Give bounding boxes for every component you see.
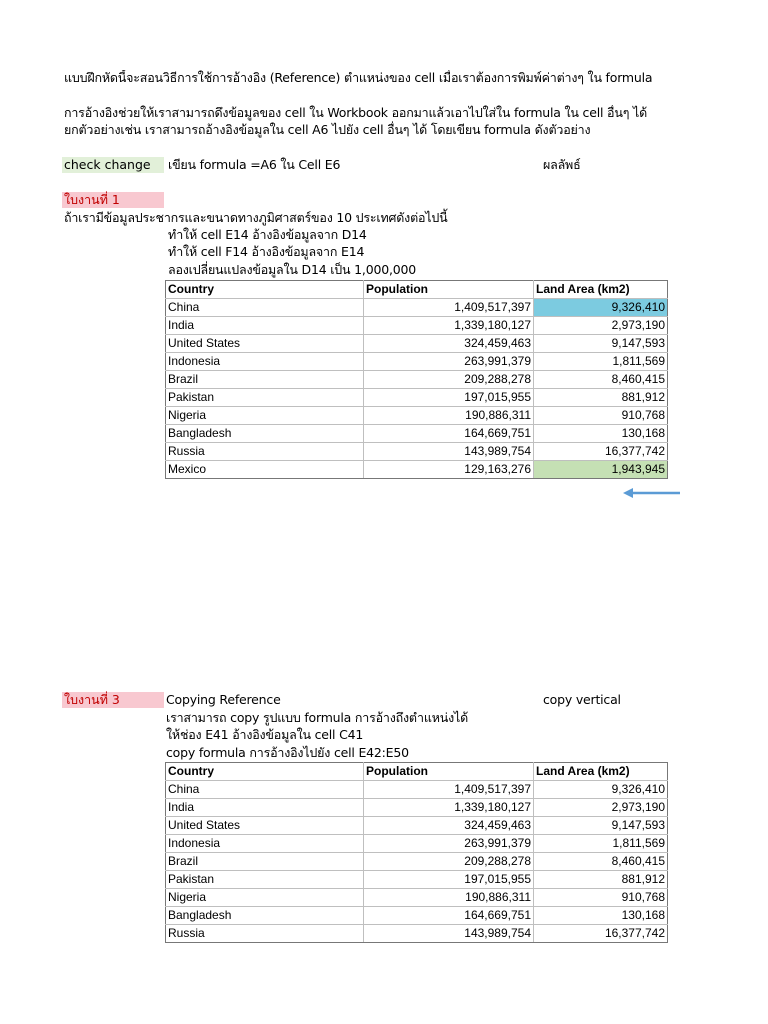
country-cell[interactable]: Brazil	[166, 371, 364, 389]
population-cell[interactable]: 143,989,754	[364, 925, 534, 943]
population-cell[interactable]: 129,163,276	[364, 461, 534, 479]
population-cell[interactable]: 1,339,180,127	[364, 317, 534, 335]
country-cell[interactable]: Russia	[166, 443, 364, 461]
population-cell[interactable]: 164,669,751	[364, 907, 534, 925]
table-row	[166, 871, 668, 889]
country-cell[interactable]: India	[166, 799, 364, 817]
land-area-cell[interactable]: 9,326,410	[534, 781, 668, 799]
table-row	[166, 907, 668, 925]
worksheet-1-step-2: ทำให้ cell F14 อ้างอิงข้อมูลจาก E14	[168, 244, 365, 259]
table-row	[166, 853, 668, 871]
population-cell[interactable]: 209,288,278	[364, 853, 534, 871]
population-cell[interactable]: 164,669,751	[364, 425, 534, 443]
table-header-row	[166, 281, 668, 299]
population-cell[interactable]: 263,991,379	[364, 353, 534, 371]
population-cell[interactable]: 1,409,517,397	[364, 299, 534, 317]
table-row	[166, 425, 668, 443]
country-cell[interactable]: Bangladesh	[166, 907, 364, 925]
land-area-cell[interactable]: 16,377,742	[534, 925, 668, 943]
worksheet-3-desc-3: copy formula การอ้างอิงไปยัง cell E42:E50	[166, 745, 409, 760]
example-instruction: เขียน formula =A6 ใน Cell E6	[168, 157, 341, 172]
country-cell[interactable]: Nigeria	[166, 407, 364, 425]
header-population[interactable]: Population	[364, 281, 534, 299]
land-area-cell-highlighted[interactable]: 1,943,945	[534, 461, 668, 479]
population-cell[interactable]: 197,015,955	[364, 871, 534, 889]
land-area-cell[interactable]: 910,768	[534, 407, 668, 425]
worksheet-1-step-1: ทำให้ cell E14 อ้างอิงข้อมูลจาก D14	[168, 227, 367, 242]
table-row	[166, 461, 668, 479]
result-label: ผลลัพธ์	[543, 157, 581, 172]
country-cell[interactable]: Pakistan	[166, 389, 364, 407]
land-area-cell[interactable]: 130,168	[534, 425, 668, 443]
country-cell[interactable]: China	[166, 299, 364, 317]
land-area-cell-selected[interactable]: 9,326,410	[534, 299, 668, 317]
header-land-area[interactable]: Land Area (km2)	[534, 763, 668, 781]
table-row	[166, 371, 668, 389]
table-row	[166, 335, 668, 353]
worksheet-1-description: ถ้าเรามีข้อมูลประชากรและขนาดทางภูมิศาสตร์ของ 10 ประเทศดังต่อไปนี้	[64, 210, 448, 225]
table-row	[166, 835, 668, 853]
population-cell[interactable]: 324,459,463	[364, 335, 534, 353]
table-row	[166, 443, 668, 461]
intro-line-2: การอ้างอิงช่วยให้เราสามารถดึงข้อมูลของ cell ใน Workbook ออกมาแล้วเอาไปใส่ใน formula ใน cell อื่นๆ ได้	[64, 105, 647, 120]
country-cell[interactable]: Indonesia	[166, 835, 364, 853]
worksheet-3-title: Copying Reference	[166, 692, 281, 707]
land-area-cell[interactable]: 130,168	[534, 907, 668, 925]
country-cell[interactable]: Russia	[166, 925, 364, 943]
land-area-cell[interactable]: 1,811,569	[534, 353, 668, 371]
population-cell[interactable]: 209,288,278	[364, 371, 534, 389]
country-table-1	[165, 280, 668, 479]
land-area-cell[interactable]: 910,768	[534, 889, 668, 907]
copy-vertical-note: copy vertical	[543, 692, 621, 707]
country-cell[interactable]: Indonesia	[166, 353, 364, 371]
land-area-cell[interactable]: 881,912	[534, 389, 668, 407]
land-area-cell[interactable]: 9,147,593	[534, 335, 668, 353]
population-cell[interactable]: 197,015,955	[364, 389, 534, 407]
country-cell[interactable]: Nigeria	[166, 889, 364, 907]
table-row	[166, 889, 668, 907]
population-cell[interactable]: 263,991,379	[364, 835, 534, 853]
table-row	[166, 389, 668, 407]
country-cell[interactable]: India	[166, 317, 364, 335]
table-row	[166, 353, 668, 371]
land-area-cell[interactable]: 8,460,415	[534, 371, 668, 389]
table-row	[166, 817, 668, 835]
land-area-cell[interactable]: 8,460,415	[534, 853, 668, 871]
country-cell[interactable]: United States	[166, 817, 364, 835]
population-cell[interactable]: 190,886,311	[364, 889, 534, 907]
header-country[interactable]: Country	[166, 763, 364, 781]
land-area-cell[interactable]: 1,811,569	[534, 835, 668, 853]
table-row	[166, 407, 668, 425]
country-table-2	[165, 762, 668, 943]
population-cell[interactable]: 1,339,180,127	[364, 799, 534, 817]
table-row	[166, 781, 668, 799]
land-area-cell[interactable]: 2,973,190	[534, 799, 668, 817]
worksheet-1-tag: ใบงานที่ 1	[62, 192, 164, 208]
population-cell[interactable]: 1,409,517,397	[364, 781, 534, 799]
worksheet-1-step-3: ลองเปลี่ยนแปลงข้อมูลใน D14 เป็น 1,000,000	[168, 262, 416, 277]
land-area-cell[interactable]: 881,912	[534, 871, 668, 889]
header-country[interactable]: Country	[166, 281, 364, 299]
table-row	[166, 317, 668, 335]
country-cell[interactable]: Mexico	[166, 461, 364, 479]
table-row	[166, 299, 668, 317]
land-area-cell[interactable]: 9,147,593	[534, 817, 668, 835]
country-cell[interactable]: Bangladesh	[166, 425, 364, 443]
header-population[interactable]: Population	[364, 763, 534, 781]
table-header-row	[166, 763, 668, 781]
header-land-area[interactable]: Land Area (km2)	[534, 281, 668, 299]
table-row	[166, 799, 668, 817]
country-cell[interactable]: China	[166, 781, 364, 799]
country-cell[interactable]: United States	[166, 335, 364, 353]
population-cell[interactable]: 143,989,754	[364, 443, 534, 461]
worksheet-3-tag: ใบงานที่ 3	[62, 692, 164, 708]
population-cell[interactable]: 190,886,311	[364, 407, 534, 425]
table-row	[166, 925, 668, 943]
intro-line-3: ยกตัวอย่างเช่น เราสามารถอ้างอิงข้อมูลใน cell A6 ไปยัง cell อื่นๆ ได้ โดยเขียน formula ดังตัวอย่าง	[64, 122, 591, 137]
intro-line-1: แบบฝึกหัดนี้จะสอนวิธีการใช้การอ้างอิง (Reference) ตำแหน่งของ cell เมื่อเราต้องการพิมพ์ค่าต่างๆ ใน formula	[64, 70, 653, 85]
worksheet-3-desc-2: ให้ช่อง E41 อ้างอิงข้อมูลใน cell C41	[166, 727, 364, 742]
land-area-cell[interactable]: 16,377,742	[534, 443, 668, 461]
land-area-cell[interactable]: 2,973,190	[534, 317, 668, 335]
population-cell[interactable]: 324,459,463	[364, 817, 534, 835]
country-cell[interactable]: Pakistan	[166, 871, 364, 889]
worksheet-3-desc-1: เราสามารถ copy รูปแบบ formula การอ้างถึงตำแหน่งได้	[166, 710, 469, 725]
country-cell[interactable]: Brazil	[166, 853, 364, 871]
left-arrow-icon	[622, 486, 682, 500]
check-change-cell[interactable]: check change	[62, 157, 164, 173]
